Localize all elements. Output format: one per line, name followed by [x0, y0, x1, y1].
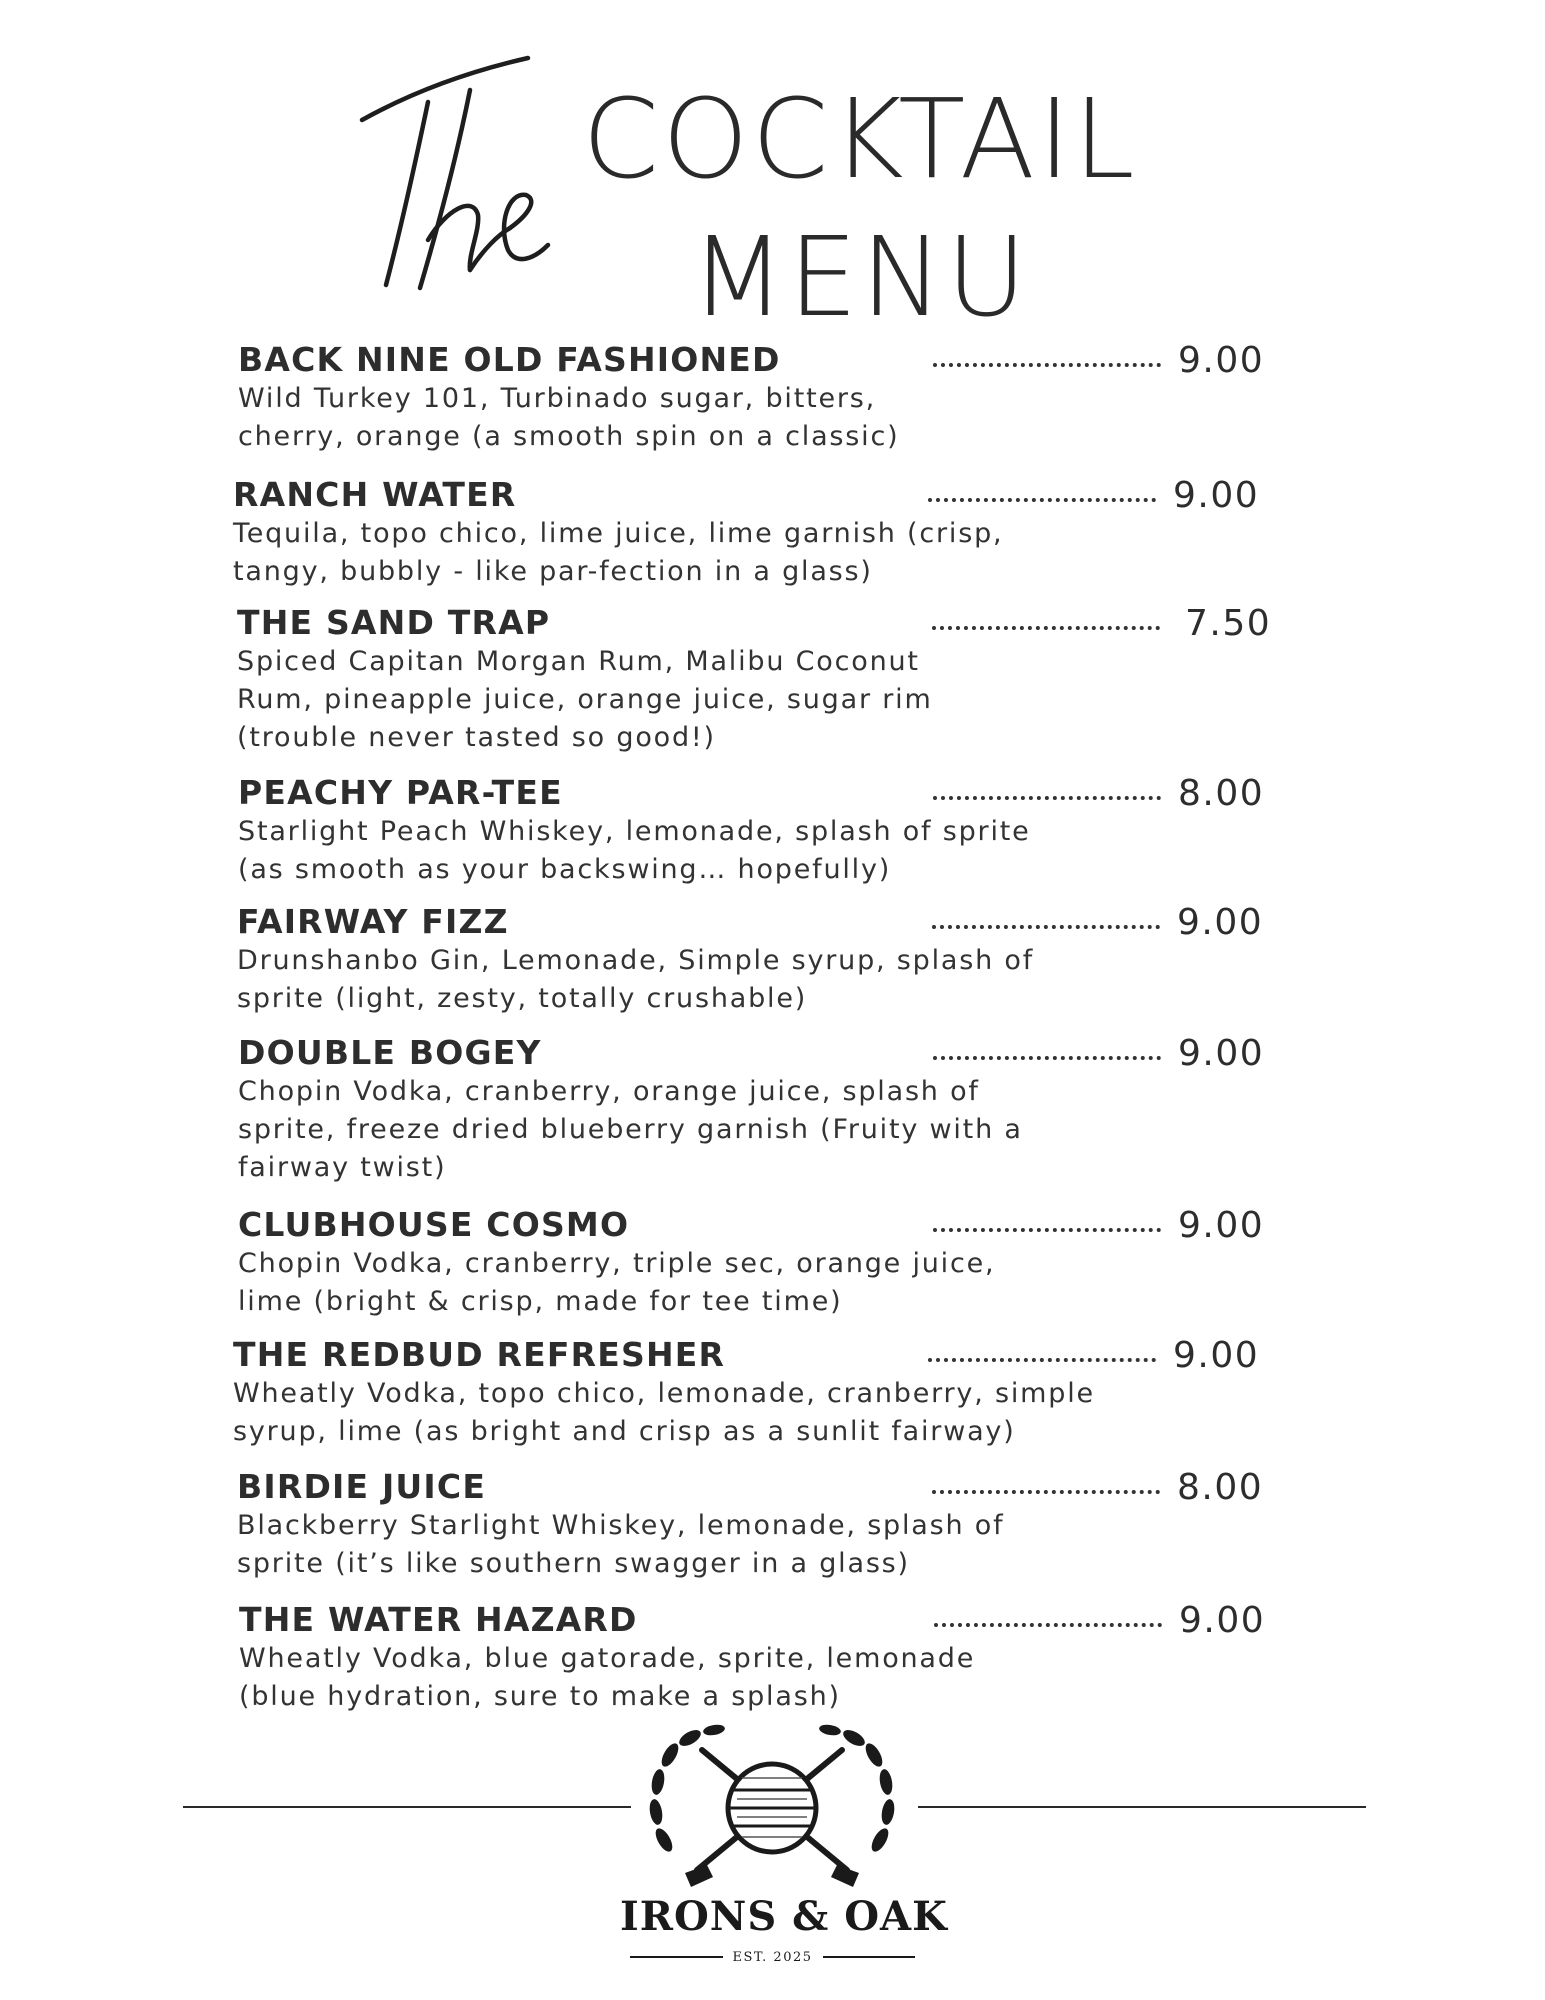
leader-dots	[932, 626, 1160, 630]
leader-dots	[934, 1623, 1162, 1627]
menu-item	[238, 340, 1288, 456]
leader-dots	[928, 498, 1156, 502]
item-price: 9.00	[1173, 475, 1260, 516]
item-description: Drunshanbo Gin, Lemonade, Simple syrup, splash of sprite (light, zesty, totally crushable)	[237, 945, 1035, 1014]
menu-item	[237, 902, 1287, 1018]
leader-dots	[932, 925, 1160, 929]
leader-dots	[933, 1228, 1161, 1232]
item-name: PEACHY PAR-TEE	[238, 773, 563, 812]
item-description: Wheatly Vodka, topo chico, lemonade, cranberry, simple syrup, lime (as bright and crisp as a sunlit fairway)	[233, 1378, 1095, 1447]
item-price: 9.00	[1179, 1600, 1266, 1641]
menu-item	[239, 1600, 1289, 1716]
item-description: Wheatly Vodka, blue gatorade, sprite, lemonade (blue hydration, sure to make a splash)	[239, 1643, 976, 1712]
leader-dots	[928, 1358, 1156, 1362]
item-description: Wild Turkey 101, Turbinado sugar, bitters, cherry, orange (a smooth spin on a classic)	[238, 383, 900, 452]
menu-item	[233, 1335, 1283, 1451]
footer-rule-right	[918, 1806, 1366, 1808]
item-price: 8.00	[1178, 773, 1265, 814]
item-name: CLUBHOUSE COSMO	[238, 1205, 630, 1244]
est-rule-right	[823, 1956, 916, 1958]
menu-item	[237, 1467, 1287, 1583]
item-name: THE REDBUD REFRESHER	[233, 1335, 726, 1374]
established-year: EST. 2025	[732, 1949, 813, 1965]
item-name: FAIRWAY FIZZ	[237, 902, 509, 941]
item-price: 8.00	[1177, 1467, 1264, 1508]
title-line-menu: MENU	[690, 213, 1030, 341]
brand-name: IRONS & OAK	[620, 1893, 948, 1940]
leader-dots	[933, 1056, 1161, 1060]
item-description: Tequila, topo chico, lime juice, lime garnish (crisp, tangy, bubbly - like par-fection in a glass)	[233, 518, 1004, 587]
item-name: RANCH WATER	[233, 475, 517, 514]
menu-item	[238, 1205, 1288, 1321]
item-description: Starlight Peach Whiskey, lemonade, splash of sprite (as smooth as your backswing… hopefully)	[238, 816, 1031, 885]
item-price: 9.00	[1178, 340, 1265, 381]
item-description: Chopin Vodka, cranberry, orange juice, splash of sprite, freeze dried blueberry garnish (Fruity with a fairway twist)	[238, 1076, 1023, 1183]
item-name: THE SAND TRAP	[237, 603, 551, 642]
menu-item	[238, 773, 1288, 889]
menu-item	[233, 475, 1283, 591]
item-name: DOUBLE BOGEY	[238, 1033, 542, 1072]
item-price: 9.00	[1178, 1205, 1265, 1246]
item-description: Blackberry Starlight Whiskey, lemonade, splash of sprite (it’s like southern swagger in a glass)	[237, 1510, 1005, 1579]
leader-dots	[932, 1490, 1160, 1494]
item-description: Chopin Vodka, cranberry, triple sec, orange juice, lime (bright & crisp, made for tee time)	[238, 1248, 996, 1317]
established-row	[630, 1945, 915, 1969]
item-name: BIRDIE JUICE	[237, 1467, 487, 1506]
item-price: 7.50	[1185, 603, 1272, 644]
crossed-golf-clubs-barrel-icon	[632, 1720, 912, 1900]
footer-rule-left	[183, 1806, 631, 1808]
item-price: 9.00	[1173, 1335, 1260, 1376]
item-name: THE WATER HAZARD	[239, 1600, 638, 1639]
menu-item	[238, 1033, 1288, 1187]
item-price: 9.00	[1177, 902, 1264, 943]
menu-item	[237, 603, 1287, 757]
item-description: Spiced Capitan Morgan Rum, Malibu Coconut Rum, pineapple juice, orange juice, sugar rim (trouble never tasted so good!)	[237, 646, 933, 753]
est-rule-left	[630, 1956, 723, 1958]
item-name: BACK NINE OLD FASHIONED	[238, 340, 781, 379]
leader-dots	[933, 363, 1161, 367]
item-price: 9.00	[1178, 1033, 1265, 1074]
title-line-cocktail: COCKTAIL	[582, 75, 1138, 203]
leader-dots	[933, 796, 1161, 800]
